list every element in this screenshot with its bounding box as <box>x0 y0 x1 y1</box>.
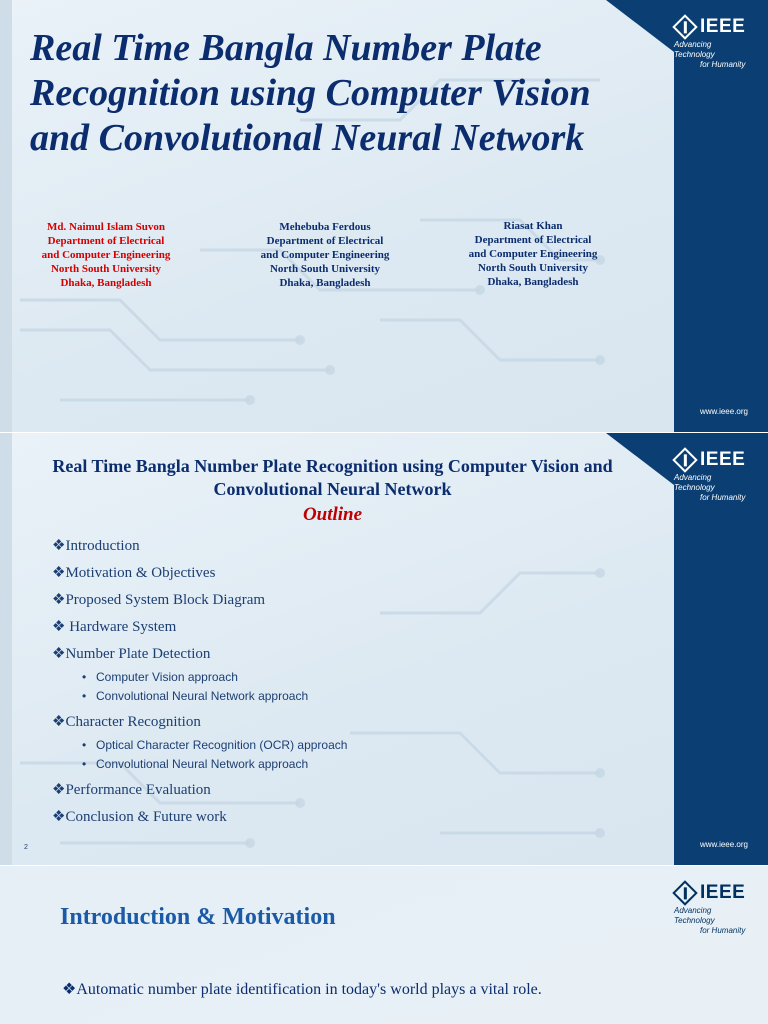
ieee-logo: IEEE Advancing Technology for Humanity <box>674 882 746 935</box>
slide-outline <box>0 433 768 865</box>
slide-title <box>0 0 768 432</box>
outline-subitem: • Convolutional Neural Network approach <box>52 755 572 774</box>
diamond-bullet-icon: ❖ <box>52 592 66 608</box>
dot-bullet-icon: • <box>82 689 87 703</box>
outline-item: ❖Conclusion & Future work <box>52 809 227 825</box>
body-bullet: ❖Automatic number plate identification in today's world plays a vital role. <box>62 981 542 998</box>
ieee-logo: IEEE Advancing Technology for Humanity <box>674 16 746 69</box>
outline-item: ❖Character Recognition <box>52 714 201 730</box>
dot-bullet-icon: • <box>82 757 87 771</box>
diamond-bullet-icon: ❖ <box>52 809 66 825</box>
outline-item: ❖ Hardware System <box>52 619 177 635</box>
ieee-logo: IEEE Advancing Technology for Humanity <box>674 449 746 502</box>
outline-item: ❖Proposed System Block Diagram <box>52 592 266 608</box>
page-number: 2 <box>24 844 28 851</box>
author-1: Md. Naimul Islam Suvon Department of Electrical and Computer Engineering North South University Dhaka, Bangladesh <box>41 221 171 289</box>
dot-bullet-icon: • <box>82 670 87 684</box>
ieee-diamond-icon <box>672 14 697 39</box>
author-3: Riasat Khan Department of Electrical and Computer Engineering North South University Dhaka, Bangladesh <box>468 220 598 288</box>
diamond-bullet-icon: ❖ <box>52 619 66 635</box>
outline-subitem: • Optical Character Recognition (OCR) approach <box>52 736 572 755</box>
left-edge-strip <box>0 433 12 865</box>
diamond-bullet-icon: ❖ <box>52 538 66 554</box>
diamond-bullet-icon: ❖ <box>52 646 66 662</box>
left-edge-strip <box>0 0 12 432</box>
outline-item: ❖Number Plate Detection <box>52 646 211 662</box>
outline-subitem: • Convolutional Neural Network approach <box>52 687 572 706</box>
outline-label: Outline <box>302 504 363 525</box>
slide-heading: Real Time Bangla Number Plate Recognition using Computer Vision and Convolutional Neural Network <box>52 456 613 499</box>
diamond-bullet-icon: ❖ <box>52 782 66 798</box>
outline-subitem: • Computer Vision approach <box>52 668 572 687</box>
outline-item: ❖Motivation & Objectives <box>52 565 216 581</box>
ieee-diamond-icon <box>672 880 697 905</box>
slide-title-text: Real Time Bangla Number Plate Recognition using Computer Vision and Convolutional Neural Network <box>30 27 591 159</box>
dot-bullet-icon: • <box>82 738 87 752</box>
diamond-bullet-icon: ❖ <box>52 565 66 581</box>
diamond-bullet-icon: ❖ <box>52 714 66 730</box>
outline-item: ❖Performance Evaluation <box>52 782 211 798</box>
ieee-diamond-icon <box>672 447 697 472</box>
outline-list <box>52 533 572 831</box>
slide-heading: Introduction & Motivation <box>60 904 336 930</box>
ieee-url: www.ieee.org <box>699 407 748 416</box>
ieee-url: www.ieee.org <box>699 840 748 849</box>
slide-introduction <box>0 866 768 1024</box>
outline-item: ❖Introduction <box>52 538 140 554</box>
slide-background <box>0 866 768 1024</box>
author-2: Mehebuba Ferdous Department of Electrical and Computer Engineering North South University Dhaka, Bangladesh <box>260 221 390 289</box>
